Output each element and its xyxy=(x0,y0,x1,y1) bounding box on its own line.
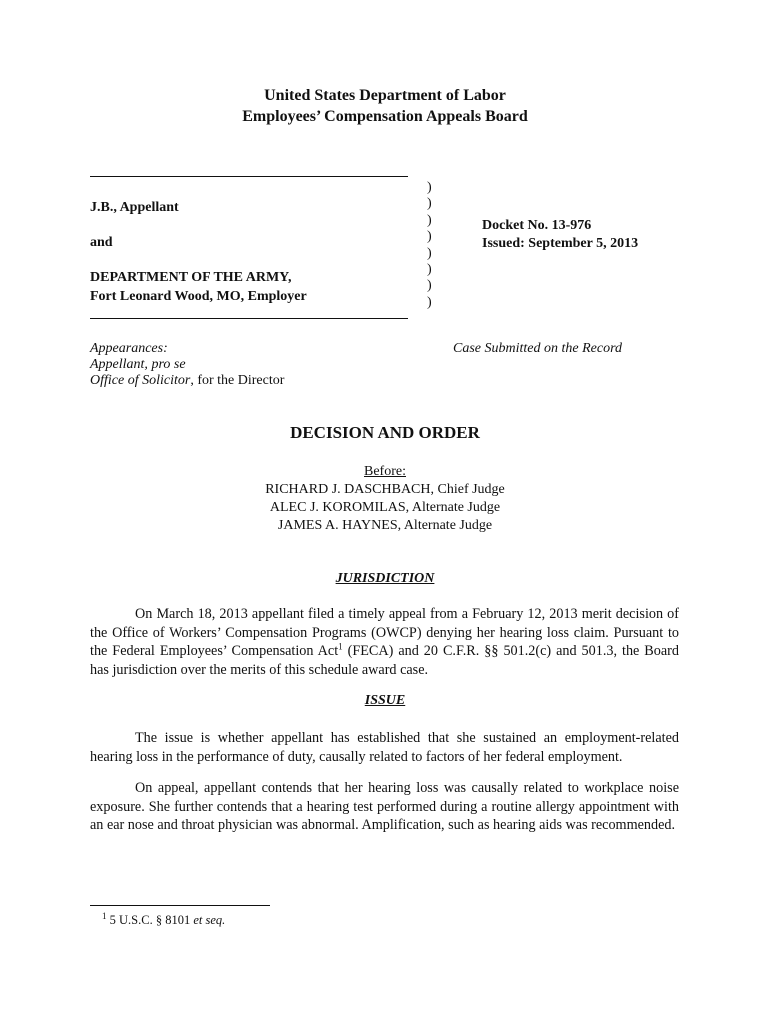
jurisdiction-text-2: (FECA) and 20 C.F.R. §§ 501.2(c) and 501.3, the Board has jurisdiction over the merits of this schedule award case. xyxy=(90,643,679,678)
footnote-reference: 1 xyxy=(338,641,343,652)
solicitor-appearance xyxy=(90,373,284,389)
agency-title: United States Department of Labor xyxy=(264,87,506,104)
judge-3: JAMES A. HAYNES, Alternate Judge xyxy=(277,518,493,533)
docket-number: Docket No. 13-976 xyxy=(482,218,592,233)
submitted-on-record: Case Submitted on the Record xyxy=(453,341,623,356)
solicitor-suffix: , for the Director xyxy=(190,373,285,388)
employer-name: DEPARTMENT OF THE ARMY, xyxy=(90,270,292,285)
pro-se: pro se xyxy=(151,357,186,372)
appeal-text: On appeal, appellant contends that her hearing loss was causally related to workplace noise exposure. She further contends that a hearing test performed during a routine allergy appointment with an ear nose and throat physician was abnormal. Amplification, such as hearing aids was recommended. xyxy=(90,780,679,834)
issue-heading: ISSUE xyxy=(364,693,406,708)
appellant-name: J.B., Appellant xyxy=(90,200,179,215)
employer-location: Fort Leonard Wood, MO, Employer xyxy=(90,289,307,304)
footnote-et-seq: et seq. xyxy=(193,913,226,927)
caption-parentheses: ) ) ) ) ) ) ) ) xyxy=(427,180,432,310)
solicitor-office: Office of Solicitor xyxy=(90,373,191,388)
and-text: and xyxy=(90,235,113,250)
caption-bottom-rule xyxy=(90,318,408,319)
caption-top-rule xyxy=(90,176,408,177)
jurisdiction-paragraph xyxy=(90,605,679,679)
decision-title: DECISION AND ORDER xyxy=(290,423,480,442)
footnote-text: 5 U.S.C. § 8101 xyxy=(109,913,194,927)
issued-date: Issued: September 5, 2013 xyxy=(482,236,639,251)
appearances-label: Appearances: xyxy=(90,341,168,356)
appeal-paragraph xyxy=(90,779,679,835)
board-title: Employees’ Compensation Appeals Board xyxy=(242,108,528,125)
jurisdiction-text-1: On March 18, 2013 appellant filed a timely appeal from a February 12, 2013 merit decision of the Office of Workers’ Compensation Programs (OWCP) denying her hearing loss claim. Pursuant to the Federal Employees’ Compensation Act xyxy=(90,606,679,660)
issue-paragraph xyxy=(90,729,679,766)
issue-text: The issue is whether appellant has established that she sustained an employment-related hearing loss in the performance of duty, causally related to factors of her federal employment. xyxy=(90,730,679,765)
footnote-rule xyxy=(90,905,270,906)
footnote-number: 1 xyxy=(102,910,107,921)
before-label: Before: xyxy=(364,464,406,479)
appellant-appearance xyxy=(90,357,186,373)
footnote xyxy=(102,910,226,928)
judge-2: ALEC J. KOROMILAS, Alternate Judge xyxy=(269,500,501,515)
appellant-prefix: Appellant, xyxy=(90,357,152,372)
judge-1: RICHARD J. DASCHBACH, Chief Judge xyxy=(265,482,505,497)
jurisdiction-heading: JURISDICTION xyxy=(335,571,435,586)
